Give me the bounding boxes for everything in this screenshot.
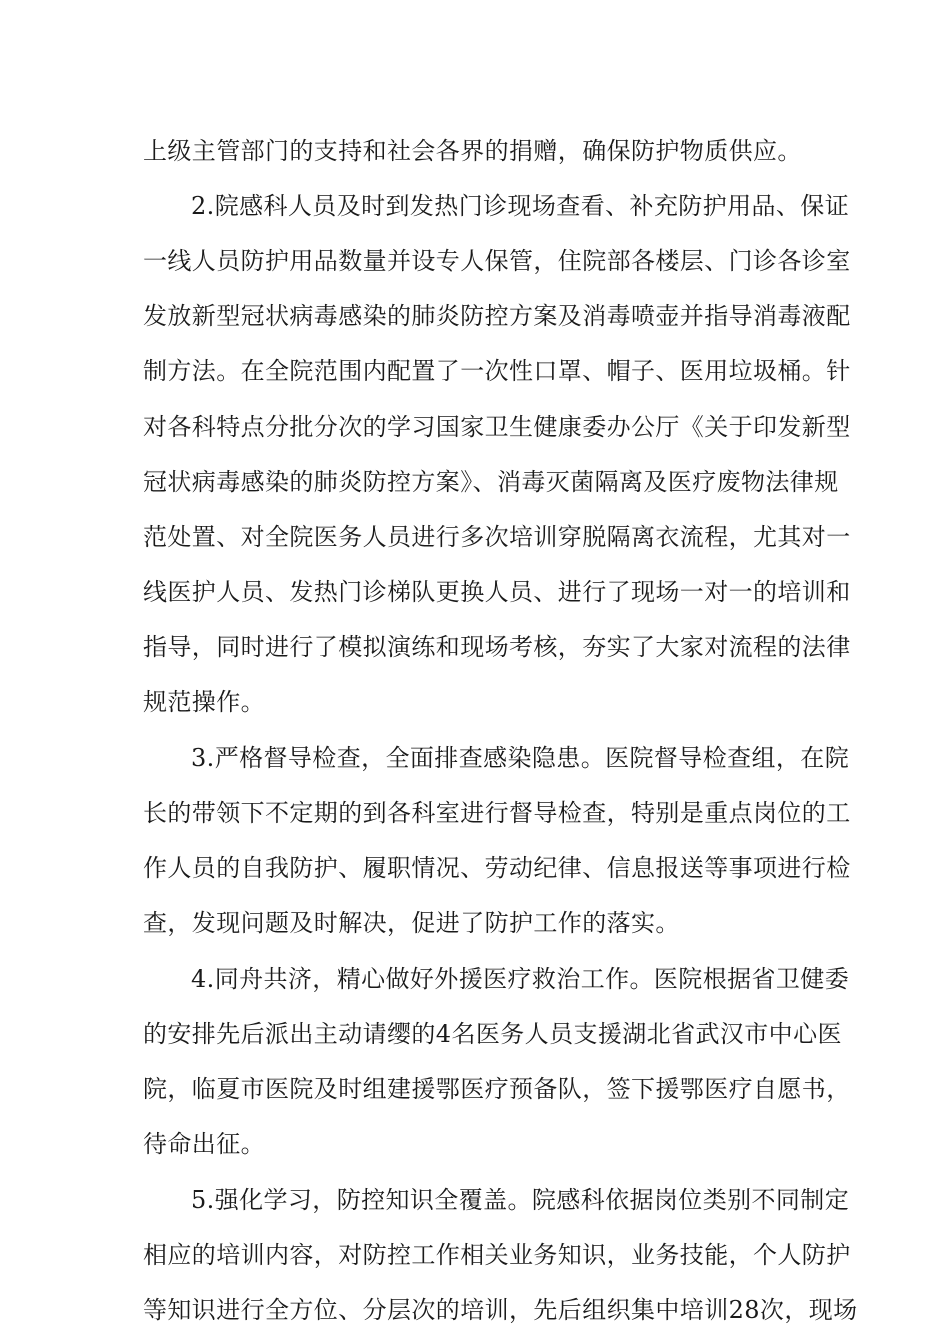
text-line: 线医护人员、发热门诊梯队更换人员、进行了现场一对一的培训和: [143, 578, 851, 606]
text-line: 4.同舟共济，精心做好外援医疗救治工作。医院根据省卫健委: [191, 965, 850, 993]
text-line: 3.严格督导检查，全面排查感染隐患。医院督导检查组，在院: [191, 744, 850, 772]
text-line: 的安排先后派出主动请缨的4名医务人员支援湖北省武汉市中心医: [143, 1020, 842, 1048]
text-line: 发放新型冠状病毒感染的肺炎防控方案及消毒喷壶并指导消毒液配: [143, 302, 851, 330]
text-line: 一线人员防护用品数量并设专人保管，住院部各楼层、门诊各诊室: [143, 247, 851, 275]
text-line: 长的带领下不定期的到各科室进行督导检查，特别是重点岗位的工: [143, 799, 851, 827]
text-line: 对各科特点分批分次的学习国家卫生健康委办公厅《关于印发新型: [143, 413, 851, 441]
text-line: 冠状病毒感染的肺炎防控方案》、消毒灭菌隔离及医疗废物法律规: [143, 468, 839, 496]
text-line: 相应的培训内容，对防控工作相关业务知识，业务技能，个人防护: [143, 1241, 851, 1269]
text-line: 作人员的自我防护、履职情况、劳动纪律、信息报送等事项进行检: [143, 854, 851, 882]
text-line: 2.院感科人员及时到发热门诊现场查看、补充防护用品、保证: [191, 192, 850, 220]
text-line: 5.强化学习，防控知识全覆盖。院感科依据岗位类别不同制定: [191, 1186, 850, 1214]
text-line: 等知识进行全方位、分层次的培训，先后组织集中培训28次，现场: [143, 1296, 858, 1324]
text-line: 指导，同时进行了模拟演练和现场考核，夯实了大家对流程的法律: [143, 633, 851, 661]
text-line: 上级主管部门的支持和社会各界的捐赠，确保防护物质供应。: [143, 137, 802, 165]
text-line: 院，临夏市医院及时组建援鄂医疗预备队，签下援鄂医疗自愿书，: [143, 1075, 851, 1103]
text-line: 待命出征。: [143, 1130, 265, 1158]
text-line: 范处置、对全院医务人员进行多次培训穿脱隔离衣流程，尤其对一: [143, 523, 851, 551]
text-line: 查，发现问题及时解决，促进了防护工作的落实。: [143, 909, 680, 937]
text-line: 制方法。在全院范围内配置了一次性口罩、帽子、医用垃圾桶。针: [143, 357, 851, 385]
text-line: 规范操作。: [143, 688, 265, 716]
